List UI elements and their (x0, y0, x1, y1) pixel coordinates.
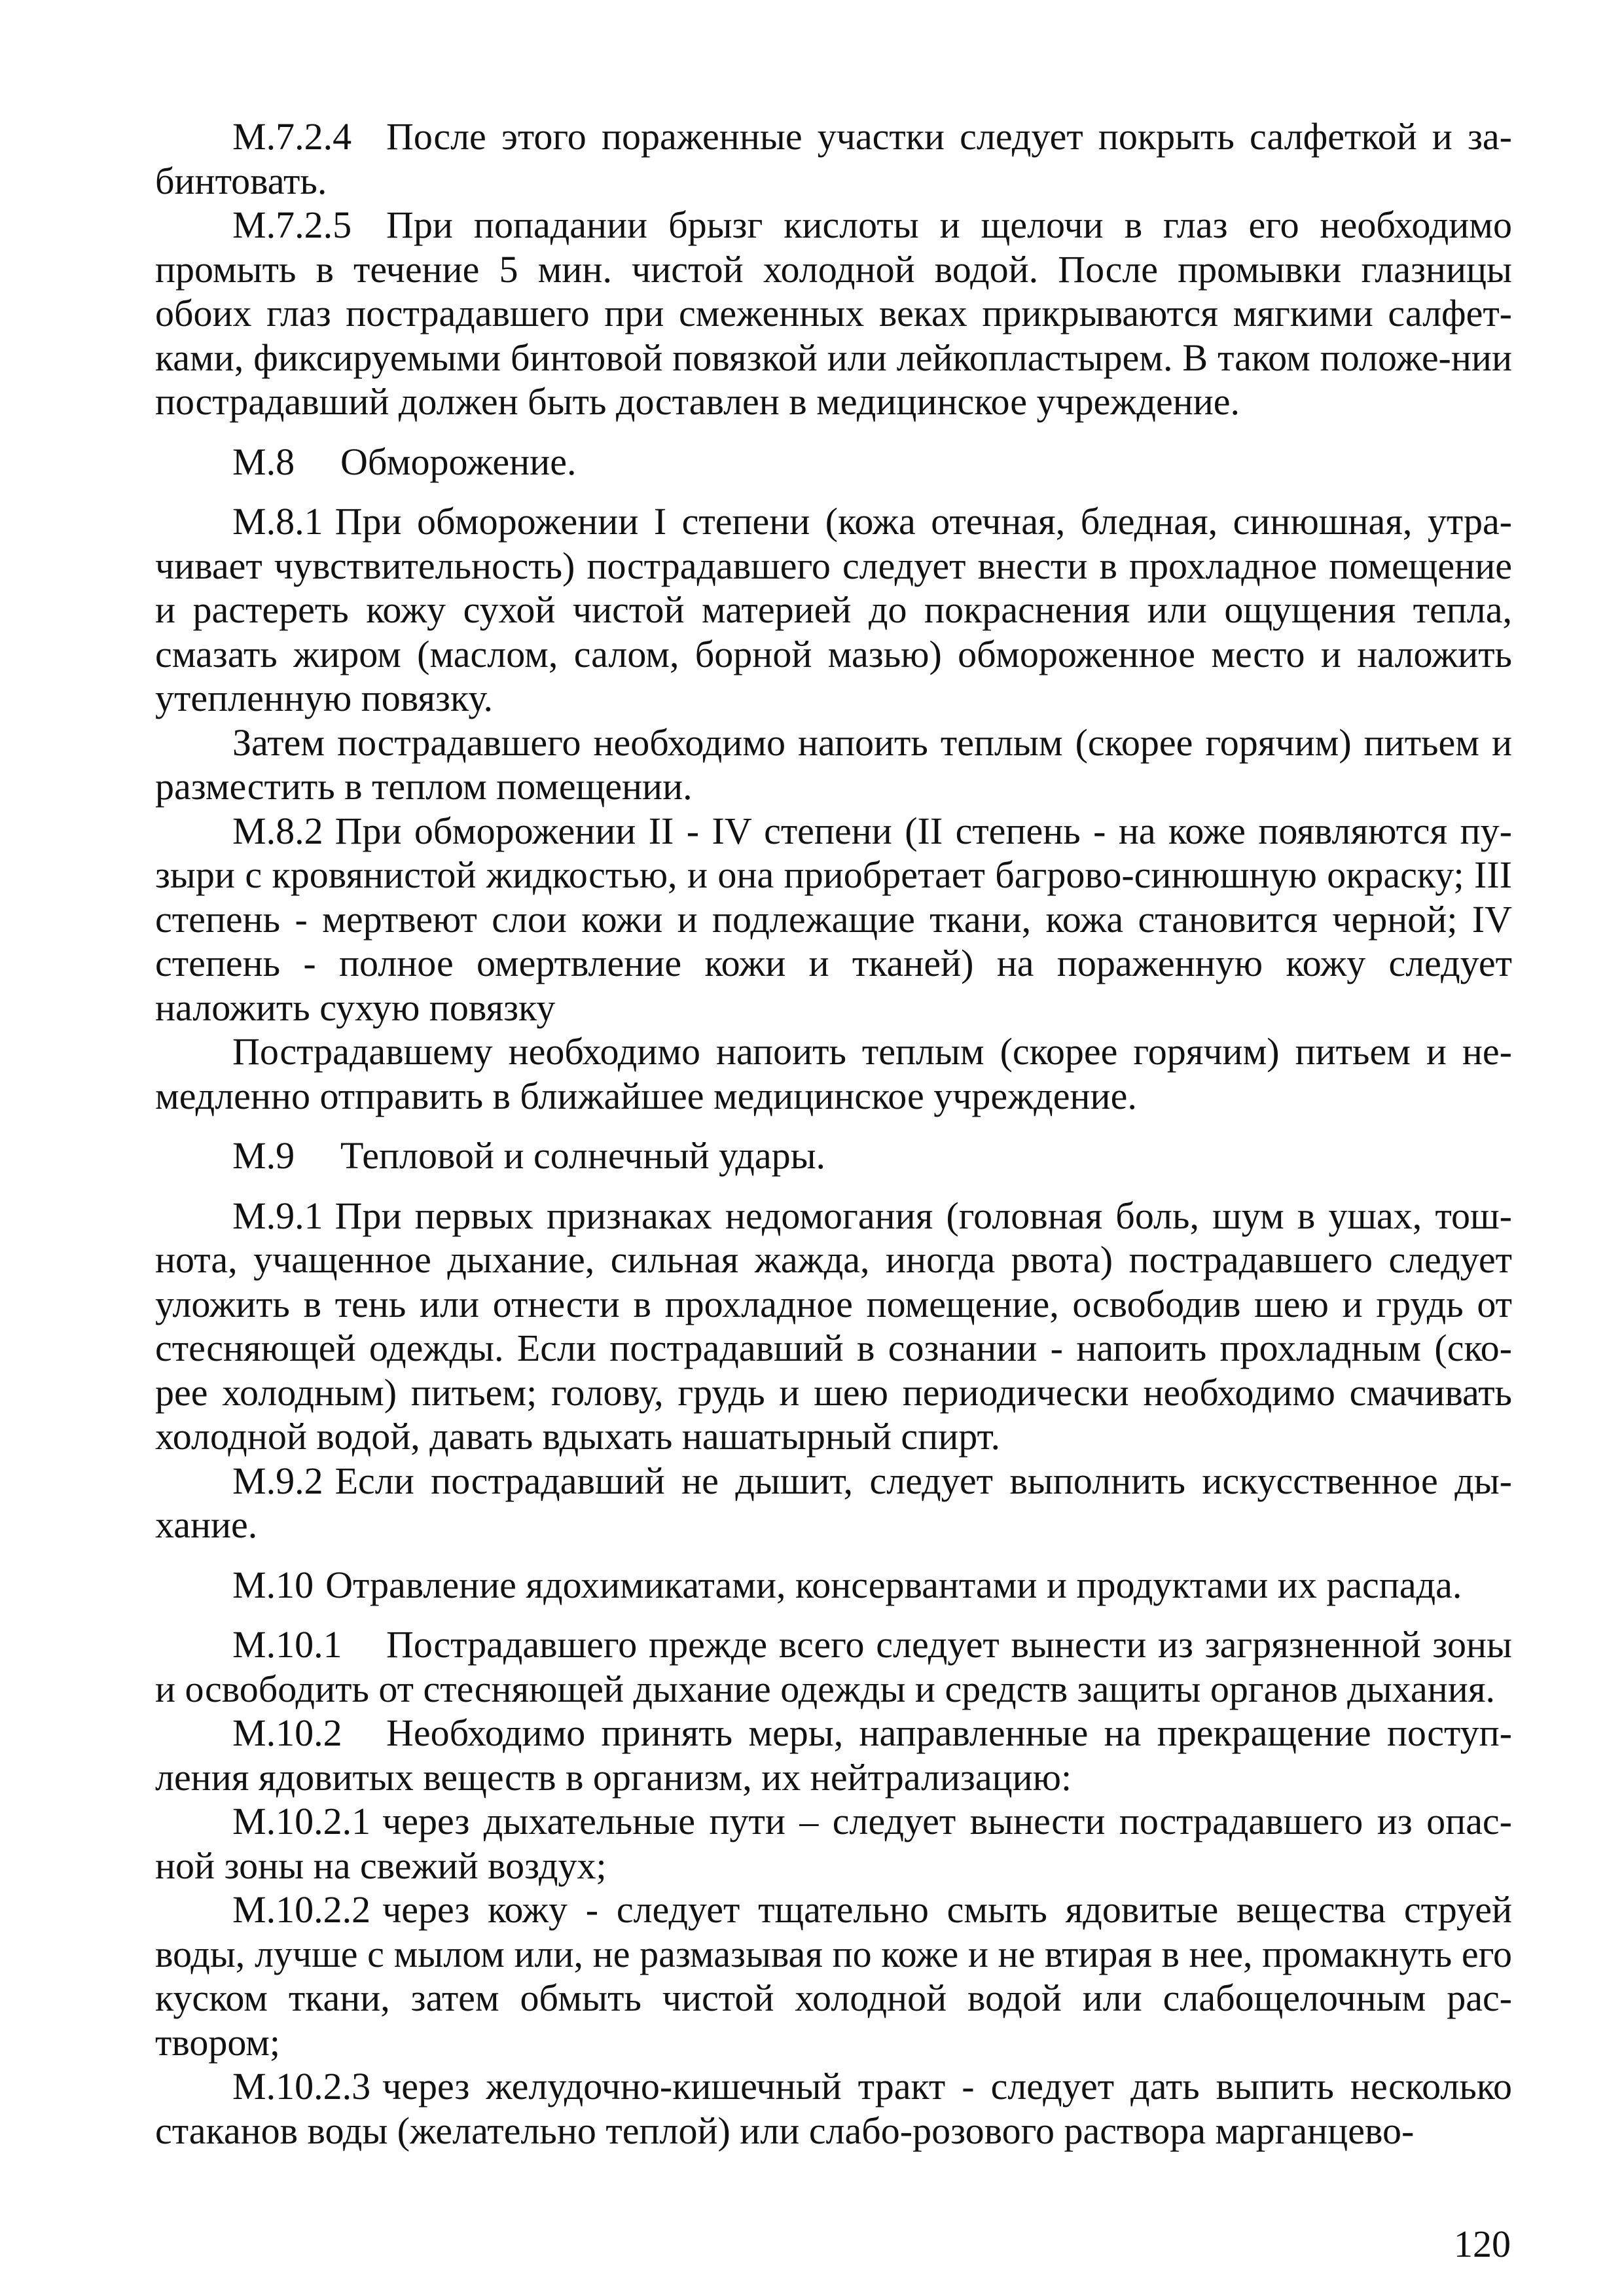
section-number: М.9 (232, 1134, 295, 1177)
clause-number: М.8.1 (232, 500, 323, 543)
section-number: М.10 (232, 1563, 314, 1606)
paragraph-text: через дыхательные пути – следует вынести пострадавшего из опас-ной зоны на свежий воздух; (155, 1800, 1512, 1887)
paragraph-text: При попадании брызг кислоты и щелочи в глаз его необходимо промыть в течение 5 мин. чистой холодной водой. После промывки глазницы обоих глаз пострадавшего при смеженных веках прикрываются мягкими салфет-ками, фиксируемыми бинтовой повязкой или лейкопластырем. В таком положе-нии пострадавший должен быть доставлен в медицинское учреждение. (155, 204, 1512, 423)
paragraph-text: Пострадавшего прежде всего следует вынести из загрязненной зоны и освободить от стесняющей дыхание одежды и средств защиты органов дыхания. (155, 1623, 1512, 1710)
paragraph-m9-1 (155, 1194, 1512, 1459)
clause-number: М.7.2.5 (232, 204, 352, 246)
paragraph-m7-2-5 (155, 203, 1512, 424)
paragraph-m7-2-4 (155, 115, 1512, 203)
document-page (155, 115, 1512, 2153)
paragraph-m10-2-3 (155, 2064, 1512, 2153)
paragraph-m10-2 (155, 1711, 1512, 1799)
paragraph-m8-1 (155, 499, 1512, 721)
paragraph-m10-2-2 (155, 1888, 1512, 2064)
paragraph-text: через желудочно-кишечный тракт - следует дать выпить несколько стаканов воды (желательно теплой) или слабо-розового раствора марганцево- (155, 2065, 1512, 2152)
clause-number: М.10.2.3 (232, 2065, 371, 2108)
paragraph-m9-2 (155, 1459, 1512, 1547)
paragraph-text: После этого пораженные участки следует покрыть салфеткой и за-бинтовать. (155, 115, 1512, 202)
paragraph-text: Затем пострадавшего необходимо напоить теплым (скорее горячим) питьем и разместить в теплом помещении. (155, 721, 1512, 808)
clause-number: М.9.1 (232, 1194, 323, 1237)
page-number: 120 (1454, 2223, 1511, 2265)
clause-number: М.10.2.2 (232, 1888, 371, 1931)
clause-number: М.9.2 (232, 1459, 323, 1502)
paragraph-text: через кожу - следует тщательно смыть ядовитые вещества струей воды, лучше с мылом или, не размазывая по коже и не втирая в нее, промакнуть его куском ткани, затем обмыть чистой холодной водой или слабощелочным рас-твором; (155, 1888, 1512, 2064)
section-heading-m8 (155, 440, 1512, 484)
paragraph-text: При первых признаках недомогания (головная боль, шум в ушах, тош-нота, учащенное дыхание, сильная жажда, иногда рвота) пострадавшего следует уложить в тень или отнести в прохладное помещение, освободив шею и грудь от стесняющей одежды. Если пострадавший в сознании - напоить прохладным (ско-рее холодным) питьем; голову, грудь и шею периодически необходимо смачивать холодной водой, давать вдыхать нашатырный спирт. (155, 1194, 1512, 1458)
clause-number: М.10.2.1 (232, 1800, 371, 1842)
paragraph-m10-2-1 (155, 1799, 1512, 1888)
section-title: Тепловой и солнечный удары. (340, 1134, 826, 1177)
paragraph-text: Необходимо принять меры, направленные на прекращение поступ-ления ядовитых веществ в организм, их нейтрализацию: (155, 1712, 1512, 1799)
paragraph-m8-1-continued (155, 721, 1512, 809)
paragraph-text: Если пострадавший не дышит, следует выполнить искусственное ды-хание. (155, 1459, 1512, 1546)
paragraph-m10-1 (155, 1623, 1512, 1711)
section-number: М.8 (232, 440, 295, 483)
paragraph-text: Пострадавшему необходимо напоить теплым (скорее горячим) питьем и не-медленно отправить в ближайшее медицинское учреждение. (155, 1030, 1512, 1117)
paragraph-m8-2-continued (155, 1030, 1512, 1118)
paragraph-m8-2 (155, 809, 1512, 1030)
section-heading-m9 (155, 1134, 1512, 1178)
clause-number: М.10.2 (232, 1712, 342, 1754)
paragraph-text: При обморожении II - IV степени (II степень - на коже появляются пу-зыри с кровянистой жидкостью, и она приобретает багрово-синюшную окраску; III степень - мертвеют слои кожи и подлежащие ткани, кожа становится черной; IV степень - полное омертвление кожи и тканей) на пораженную кожу следует наложить сухую повязку (155, 809, 1512, 1029)
clause-number: М.10.1 (232, 1623, 342, 1666)
paragraph-text: При обморожении I степени (кожа отечная, бледная, синюшная, утра-чивает чувствительность) пострадавшего следует внести в прохладное помещение и растереть кожу сухой чистой материей до покраснения или ощущения тепла, смазать жиром (маслом, салом, борной мазью) обмороженное место и наложить утепленную повязку. (155, 500, 1512, 719)
section-title: Обморожение. (340, 440, 577, 483)
clause-number: М.7.2.4 (232, 115, 352, 158)
clause-number: М.8.2 (232, 809, 323, 852)
section-title: Отравление ядохимикатами, консервантами и продуктами их распада. (325, 1563, 1462, 1606)
section-heading-m10 (155, 1563, 1512, 1607)
